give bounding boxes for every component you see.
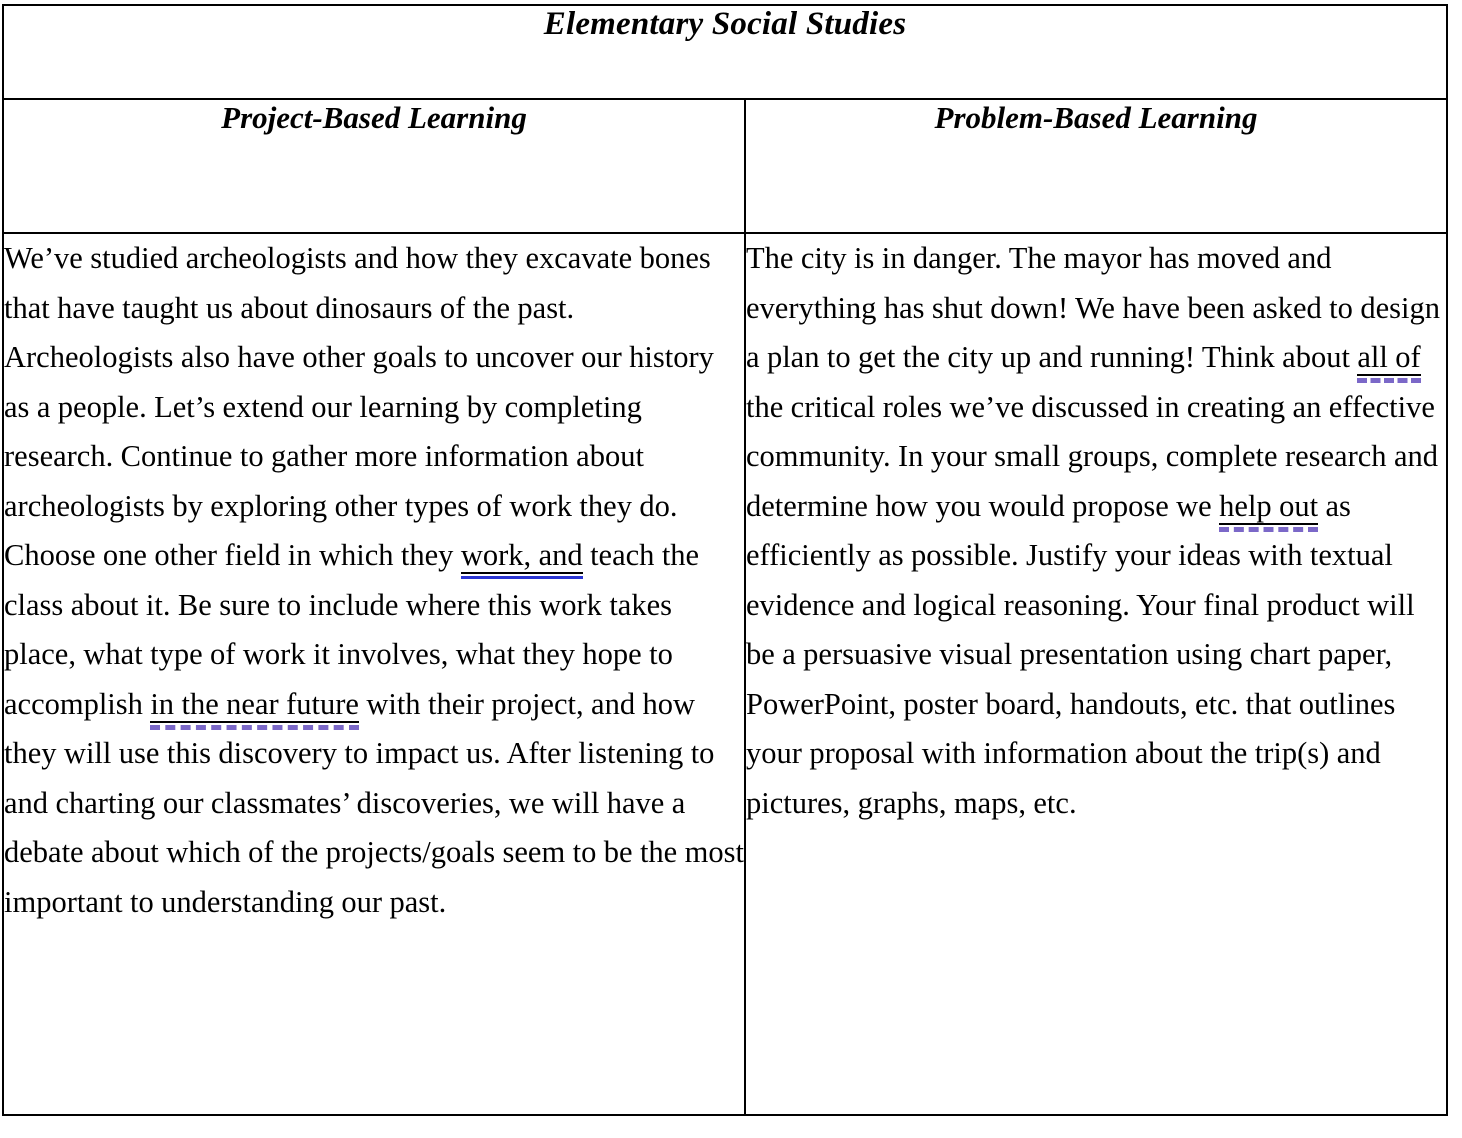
text-run: the critical roles we’ve discussed in creating an effective community. In your small groups, complete research and determine how you would propose we <box>746 389 1438 523</box>
table-header-row <box>3 99 1447 233</box>
double-underlined-text-run: work, and <box>460 538 583 572</box>
body-cell-problem-based <box>745 233 1447 1115</box>
text-run: with their project, and how they will use this discovery to impact us. After listening to and charting our classmates’ discoveries, we will have a debate about which of the projects/goals seem to be the most important to understanding our past. <box>4 686 744 919</box>
table-title-cell <box>3 5 1447 99</box>
text-run: We’ve studied archeologists and how they excavate bones that have taught us about dinosaurs of the past. Archeologists also have other goals to uncover our history as a people. Let’s extend our learning by completing research. Continue to gather more information about archeologists by exploring other types of work they do. Choose one other field in which they <box>4 241 714 572</box>
dotted-underlined-text-run: in the near future <box>150 686 359 721</box>
column-header-cell-problem-based <box>745 99 1447 233</box>
problem-based-description <box>746 234 1446 828</box>
text-run: teach the class about it. Be sure to include where this work takes place, what type of work it involves, what they hope to accomplish <box>4 538 700 721</box>
table-body-row <box>3 233 1447 1115</box>
body-cell-project-based <box>3 233 745 1115</box>
page-title: Elementary Social Studies <box>543 6 907 42</box>
column-header-cell-project-based <box>3 99 745 233</box>
dotted-underlined-text-run: help out <box>1219 488 1319 523</box>
comparison-table <box>2 4 1448 1116</box>
column-header-project-based: Project-Based Learning <box>221 100 527 135</box>
text-run: as efficiently as possible. Justify your ideas with textual evidence and logical reasoning. Your final product will be a persuasive visual presentation using chart paper, PowerPoint, poster board, handouts, etc. that outlines your proposal with information about the trip(s) and pictures, graphs, maps, etc. <box>746 488 1415 820</box>
dotted-underlined-text-run: all of <box>1357 340 1421 374</box>
table-title-row <box>3 5 1447 99</box>
project-based-description <box>4 234 744 927</box>
column-header-problem-based: Problem-Based Learning <box>934 100 1258 135</box>
text-run: The city is in danger. The mayor has moved and everything has shut down! We have been asked to design a plan to get the city up and running! Think about <box>746 241 1440 374</box>
